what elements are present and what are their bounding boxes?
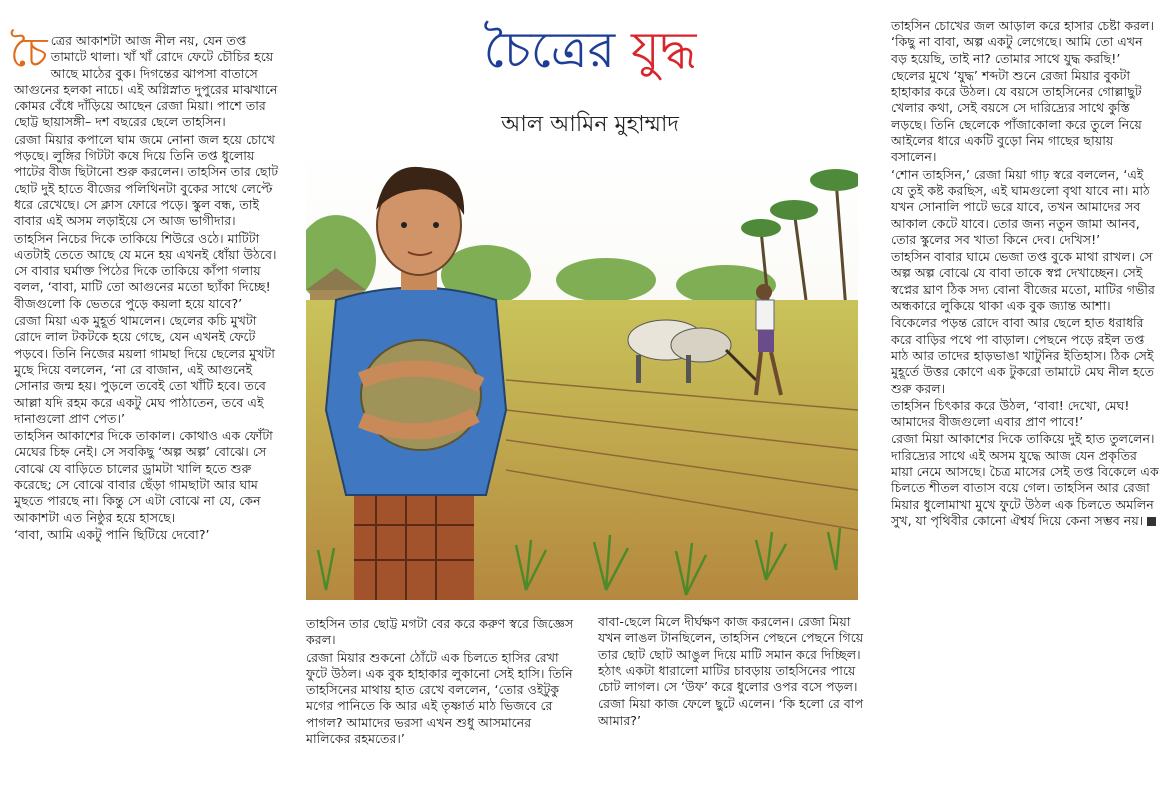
end-mark-icon [1147, 517, 1156, 526]
paragraph: বাবা-ছেলে মিলে দীর্ঘক্ষণ কাজ করলেন। রেজা মিয়া যখন লাঙল টানছিলেন, তাহসিন পেছনে পেছনে গিয়ে তার ছোট ছোট আঙুল দিয়ে মাটি সমান করে দিচ্ছিল। হঠাৎ একটা ধারালো মাটির চাবড়ায় তাহসিনের পায়ে চোট লাগল। সে ‘উফ’ করে ধুলোর ওপর বসে পড়ল। [598, 614, 864, 695]
story-illustration [306, 150, 858, 600]
story-column-2 [306, 616, 578, 748]
paragraph: তাহসিন আকাশের দিকে তাকাল। কোথাও এক ফোঁটা মেঘের চিহ্ন নেই। সে সবকিছু ‘অল্প অল্প’ বোঝে। সে বোঝে যে বাড়িতে চালের ড্রামটা খালি হতে শুরু করেছে; সে বোঝে বাবার ছেঁড়া গামছাটা আর ঘাম মুছতে পারছে না। কিন্তু সে এটা বোঝে না যে, কেন আকাশটা এত নিষ্ঠুর হয়ে হাসছে। [14, 428, 273, 525]
paragraph: রেজা মিয়ার শুকনো ঠোঁটে এক চিলতে হাসির রেখা ফুটে উঠল। এক বুক হাহাকার লুকানো সেই হাসি। তিনি তাহসিনের মাথায় হাত রেখে বললেন, ‘তোর ওইটুকু মগের পানিতে কি আর এই তৃষ্ণার্ত মাঠ ভিজবে রে পাগল? আমাদের ভরসা এখন শুধু আসমানের মালিকের রহমতের।’ [306, 649, 573, 747]
paragraph: বিকেলের পড়ন্ত রোদে বাবা আর ছেলে হাত ধরাধরি করে বাড়ির পথে পা বাড়াল। পেছনে পড়ে রইল তপ্ত মাঠ আর তাদের হাড়ভাঙা খাটুনির ইতিহাস। ঠিক সেই মুহূর্তে উত্তর কোণে এক টুকরো তামাটে মেঘ নীল হতে শুরু করল। [891, 315, 1155, 396]
paragraph [10, 30, 284, 131]
story-column-3 [598, 614, 864, 730]
paragraph: তাহসিন চিৎকার করে উঠল, ‘বাবা! দেখো, মেঘ! আমাদের বীজগুলো এবার প্রাণ পাবে!’ [891, 397, 1130, 430]
title-part-1: চৈত্রের [483, 21, 631, 79]
paragraph: তাহসিন তার ছোট্ট মগটা বের করে করুণ স্বরে জিজ্ঞেস করল। [306, 616, 574, 648]
paragraph: তাহসিন চোখের জল আড়াল করে হাসার চেষ্টা করল। ‘কিছু না বাবা, অল্প একটু লেগেছে। আমি তো এখন বড় হয়েছি, তাই না? তোমার সাথে যুদ্ধ করছি!’ [891, 18, 1155, 66]
paragraph: রেজা মিয়া এক মুহূর্ত থামলেন। ছেলের কচি মুখটা রোদে লাল টকটকে হয়ে গেছে, যেন এখনই ফেটে পড়বে। তিনি নিজের ময়লা গামছা দিয়ে ছেলের মুখটা মুছে দিয়ে বললেন, ‘না রে বাজান, এই আগুনেই সোনার জন্ম হয়। পুড়লে তবেই তো খাঁটি হবে। তবে আল্লা যদি রহম করে একটু মেঘ পাঠাতেন, তবে এই দানাগুলো প্রাণ পেত।’ [14, 313, 275, 426]
paragraph: ছেলের মুখে ‘যুদ্ধ’ শব্দটা শুনে রেজা মিয়ার বুকটা হাহাকার করে উঠল। যে বয়সে তাহসিনের গোল্লাছুট খেলার কথা, সেই বয়সে সে দারিদ্র্যের সাথে কুস্তি লড়ছে। তিনি ছেলেকে পাঁজাকোলা করে তুলে নিয়ে আইলের ধারে একটি বুড়ো নিম গাছের ছায়ায় বসালেন। [891, 67, 1142, 165]
paragraph-text: ত্রের আকাশটা আজ নীল নয়, যেন তপ্ত তামাটে থালা। খাঁ খাঁ রোদে ফেটে চৌচির হয়ে আছে মাঠের বুক। দিগন্তের ঝাপসা বাতাসে আগুনের হলকা নাচে। এই অগ্নিস্নাত দুপুরের মাঝখানে কোমর বেঁধে দাঁড়িয়ে আছেন রেজা মিয়া। পাশে তার ছোট্ট ছায়াসঙ্গী– দশ বছরের ছেলে তাহসিন। [14, 33, 278, 130]
story-column-4 [891, 18, 1159, 530]
story-title [440, 18, 740, 82]
paragraph-text: রেজা মিয়া আকাশের দিকে তাকিয়ে দুই হাত তুললেন। দারিদ্র্যের সাথে এই অসম যুদ্ধে আজ যেন প্রকৃতির মায়া নেমে আসছে। চৈত্র মাসের সেই তপ্ত বিকেলে এক চিলতে শীতল বাতাস বয়ে গেল। তাহসিন আর রেজা মিয়ার ধুলোমাখা মুখে ফুটে উঠল এক চিলতে অমলিন সুখ, যা পৃথিবীর কোনো ঐশ্বর্য দিয়ে কেনা সম্ভব নয়। [891, 431, 1159, 528]
checked-lungi [354, 490, 474, 600]
paragraph: ‘শোন তাহসিন,’ রেজা মিয়া গাঢ় স্বরে বললেন, ‘এই যে তুই কষ্ট করছিস, এই ঘামগুলো বৃথা যাবে না। মাঠ যখন সোনালি পাটে ভরে যাবে, তখন আমাদের সব আকাল কেটে যাবে। তোর জন্য নতুন জামা আনব, তোর স্কুলের সব খাতা কিনে দেব। দেখিস!’ [891, 166, 1150, 247]
paragraph: তাহসিন বাবার ঘামে ভেজা তপ্ত বুকে মাথা রাখল। সে অল্প অল্প বোঝে যে বাবা তাকে স্বপ্ন দেখাচ্ছেন। সেই স্বপ্নের ঘ্রাণ ঠিক সদ্য বোনা বীজের মতো, মাটির গভীর অন্ধকারে লুকিয়ে থাকা এক বুক জ্যান্ত আশা। [891, 249, 1155, 314]
paragraph [891, 431, 1159, 529]
drop-cap: চৈ [10, 30, 48, 76]
story-column-1 [10, 30, 284, 544]
author-byline: আল আমিন মুহাম্মাদ [501, 112, 679, 137]
paragraph: তাহসিন নিচের দিকে তাকিয়ে শিউরে ওঠে। মাটিটা এতটাই তেতে আছে যে মনে হয় এখনই ধোঁয়া উঠবে। সে বাবার ঘর্মাক্ত পিঠের দিকে তাকিয়ে কাঁপা গলায় বলল, ‘বাবা, মাটি তো আগুনের মতো ছ্যাঁকা দিচ্ছে! বীজগুলো কি ভেতরে পুড়ে কয়লা হয়ে যাবে?’ [14, 230, 277, 311]
paragraph: ‘বাবা, আমি একটু পানি ছিটিয়ে দেবো?’ [14, 526, 210, 542]
paragraph: রেজা মিয়া কাজ ফেলে ছুটে এলেন। ‘কি হলো রে বাপ আমার?’ [598, 696, 864, 728]
title-part-2: যুদ্ধ [630, 21, 697, 79]
paragraph: রেজা মিয়ার কপালে ঘাম জমে নোনা জল হয়ে চোখে পড়ছে। লুঙ্গির গিটটা কষে দিয়ে তিনি তপ্ত ধুলোয় পাটের বীজ ছিটানো শুরু করলেন। তাহসিন তার ছোট ছোট দুই হাতে বীজের পলিথিনটা বুকের সাথে লেপ্টে ধরে রেখেছে। সে ক্লাস ফোরে পড়ে। স্কুল বন্ধ, তাই বাবার এই অসম লড়াইয়ে সে আজ ভাগীদার। [14, 131, 279, 229]
